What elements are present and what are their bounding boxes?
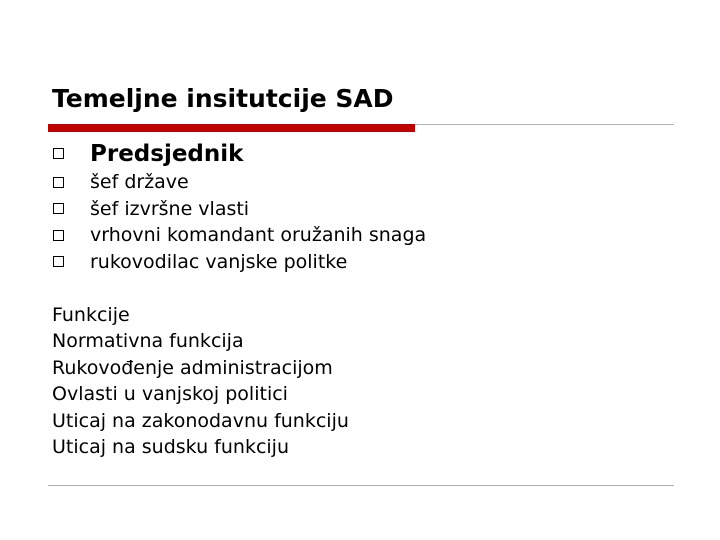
function-line: Uticaj na zakonodavnu funkciju [52,409,349,432]
function-line: Uticaj na sudsku funkciju [52,436,289,459]
functions-block [52,302,349,460]
functions-heading: Funkcije [52,304,130,326]
bullet-text: vrhovni komandant oružanih snaga [90,224,427,247]
title-underline-accent [48,124,415,132]
bullet-list [52,138,426,275]
bullet-text: šef izvršne vlasti [90,197,250,220]
bullet-item-predsjednik [52,138,426,169]
square-bullet-icon [53,230,64,241]
bullet-item-sef-izvrsne-vlasti [52,196,426,223]
footer-rule [48,485,674,486]
function-line: Rukovođenje administracijom [52,356,333,379]
function-line: Normativna funkcija [52,330,244,353]
bullet-item-vrhovni-komandant [52,222,426,249]
function-line: Ovlasti u vanjskoj politici [52,383,288,406]
bullet-text: šef države [90,171,189,194]
bullet-text: Predsjednik [90,140,244,167]
bullet-item-vanjska-politika [52,249,426,276]
square-bullet-icon [53,148,64,159]
square-bullet-icon [53,203,64,214]
bullet-text: rukovodilac vanjske politke [90,250,348,273]
title-underline-rule [415,124,674,125]
slide-title: Temeljne insitutcije SAD [52,84,394,113]
square-bullet-icon [53,177,64,188]
square-bullet-icon [53,256,64,267]
bullet-item-sef-drzave [52,169,426,196]
